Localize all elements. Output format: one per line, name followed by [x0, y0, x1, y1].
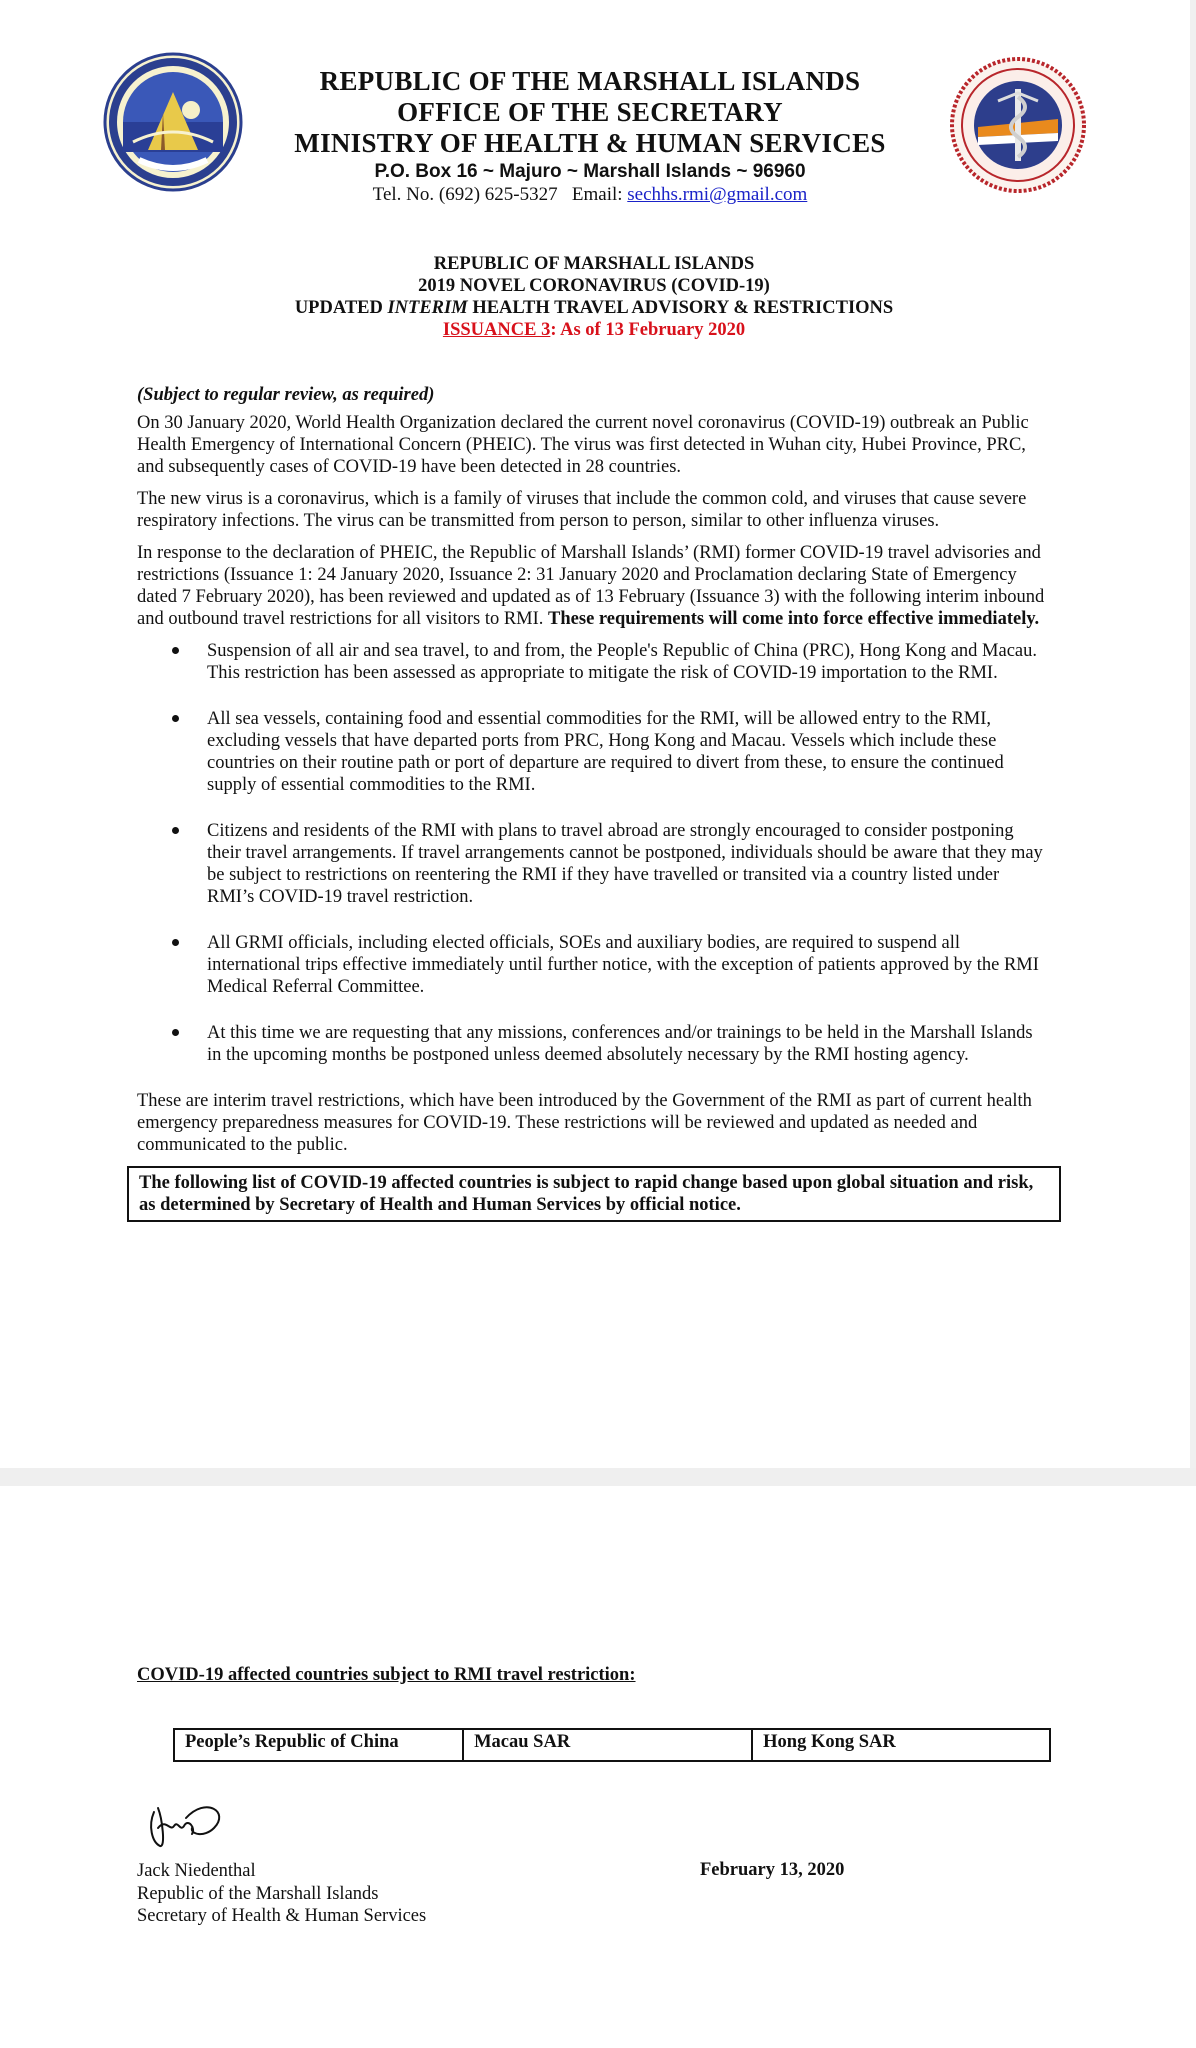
ministry-of-health-seal-icon — [950, 57, 1086, 193]
title-line-1: REPUBLIC OF MARSHALL ISLANDS — [433, 254, 755, 274]
list-item — [137, 1022, 1049, 1066]
affected-countries-table — [173, 1728, 1051, 1762]
signature-block — [137, 1860, 426, 1928]
restriction-list — [137, 640, 1049, 1066]
signer-org: Republic of the Marshall Islands — [137, 1883, 379, 1904]
list-item-text: All GRMI officials, including elected officials, SOEs and auxiliary bodies, are required to suspend all international trips effective immediately until further notice, with the exception of patients approved by the RMI Medical Referral Committee. — [207, 933, 1039, 997]
letterhead — [260, 66, 920, 206]
review-note: (Subject to regular review, as required) — [137, 385, 435, 405]
signer-name: Jack Niedenthal — [137, 1861, 256, 1881]
affected-countries-heading: COVID-19 affected countries subject to RMI travel restriction: — [137, 1665, 636, 1685]
email-label: Email: — [571, 184, 623, 205]
bullet-icon — [172, 939, 179, 946]
letterhead-line-1: REPUBLIC OF THE MARSHALL ISLANDS — [319, 66, 861, 96]
signer-title: Secretary of Health & Human Services — [137, 1906, 427, 1926]
marshall-islands-seal-icon — [103, 52, 243, 192]
document-page-2 — [0, 1486, 1196, 2048]
title-line-3 — [200, 297, 988, 319]
letterhead-line-3: MINISTRY OF HEALTH & HUMAN SERVICES — [294, 128, 886, 158]
paragraph-response-text: In response to the declaration of PHEIC, the Republic of Marshall Islands’ (RMI) former COVID-19 travel advisories and restrictions (Issuance 1: 24 January 2020, Issuance 2: 31 January 2020 and Proclamation declaring State of Emergency dated 7 February 2020), has been reviewed and updated as of 13 February (Issuance 3) with the following interim inbound and outbound travel restrictions for all visitors to RMI. — [137, 543, 1045, 629]
bullet-icon — [172, 827, 179, 834]
title-line-2: 2019 NOVEL CORONAVIRUS (COVID-19) — [418, 276, 770, 296]
paragraph-who-declaration: On 30 January 2020, World Health Organization declared the current novel coronavirus (COVID-19) outbreak an Public Health Emergency of International Concern (PHEIC). The virus was first detected in Wuhan city, Hubei Province, PRC, and subsequently cases of COVID-19 have been detected in 28 countries. — [137, 413, 1029, 477]
list-item-text: All sea vessels, containing food and essential commodities for the RMI, will be allowed entry to the RMI, excluding vessels that have departed ports from PRC, Hong Kong and Macau. Vessels which include these countries on their routine path or port of departure are required to divert from these, to ensure the continued supply of essential commodities to the RMI. — [207, 709, 1004, 795]
letterhead-contact — [260, 183, 920, 206]
advisory-title — [200, 253, 988, 341]
list-item-text: At this time we are requesting that any missions, conferences and/or trainings to be held in the Marshall Islands in the upcoming months be postponed unless deemed absolutely necessary by the RMI hosting agency. — [207, 1023, 1033, 1065]
issuance-line — [200, 319, 988, 341]
list-item — [137, 640, 1049, 684]
table-cell-macau: Macau SAR — [463, 1729, 752, 1761]
paragraph-virus-description: The new virus is a coronavirus, which is a family of viruses that include the common cold, and viruses that cause severe respiratory infections. The virus can be transmitted from person to person, similar to other influenza viruses. — [137, 489, 1027, 531]
title-line-3-pre: UPDATED — [294, 298, 383, 318]
issuance-number: ISSUANCE 3 — [442, 320, 551, 340]
letterhead-address: P.O. Box 16 ~ Majuro ~ Marshall Islands ~ 96960 — [374, 161, 806, 182]
paragraph-response-bold: These requirements will come into force effective immediately. — [548, 609, 1040, 629]
issuance-date: : As of 13 February 2020 — [550, 320, 746, 340]
email-link[interactable]: sechhs.rmi@gmail.com — [627, 184, 808, 205]
paragraph-interim-note: These are interim travel restrictions, which have been introduced by the Government of the RMI as part of current health emergency preparedness measures for COVID-19. These restrictions will be reviewed and updated as needed and communicated to the public. — [137, 1091, 1032, 1155]
table-cell-hong-kong: Hong Kong SAR — [752, 1729, 1050, 1761]
list-item — [137, 820, 1049, 908]
table-cell-china: People’s Republic of China — [174, 1729, 463, 1761]
page-separator — [0, 1468, 1196, 1486]
bullet-icon — [172, 647, 179, 654]
list-item-text: Citizens and residents of the RMI with plans to travel abroad are strongly encouraged to consider postponing their travel arrangements. If travel arrangements cannot be postponed, individuals should be aware that they may be subject to restrictions on reentering the RMI if they have travelled or transited via a country listed under RMI’s COVID-19 travel restriction. — [207, 821, 1043, 907]
list-item — [137, 708, 1049, 796]
list-item — [137, 932, 1049, 998]
advisory-body — [137, 384, 1049, 1222]
signature-icon — [146, 1798, 226, 1858]
bullet-icon — [172, 715, 179, 722]
page-edge-shadow — [1190, 0, 1196, 1468]
telephone-number: Tel. No. (692) 625-5327 — [372, 184, 558, 205]
table-row — [174, 1729, 1050, 1761]
title-line-3-italic: INTERIM — [387, 298, 468, 318]
boxed-notice: The following list of COVID-19 affected countries is subject to rapid change based upon global situation and risk, as determined by Secretary of Health and Human Services by official notice. — [127, 1166, 1061, 1222]
title-line-3-post: HEALTH TRAVEL ADVISORY & RESTRICTIONS — [472, 298, 894, 318]
signature-date: February 13, 2020 — [700, 1860, 845, 1880]
list-item-text: Suspension of all air and sea travel, to and from, the People's Republic of China (PRC), Hong Kong and Macau. This restriction has been assessed as appropriate to mitigate the risk of COVID-19 importation to the RMI. — [207, 641, 1038, 683]
paragraph-response — [137, 542, 1049, 630]
letterhead-line-2: OFFICE OF THE SECRETARY — [397, 97, 783, 127]
bullet-icon — [172, 1029, 179, 1036]
